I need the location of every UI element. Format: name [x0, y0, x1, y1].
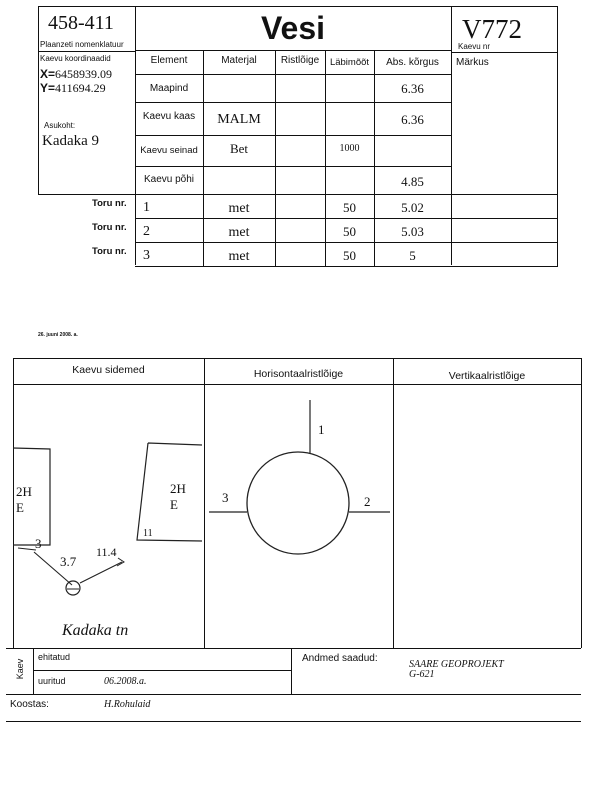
- date-stamp: 26. juuni 2008. a.: [38, 332, 78, 338]
- pipe-diameter-2: 50: [343, 224, 356, 239]
- pipe-diameter-3: 50: [343, 248, 356, 263]
- data-source-label: Andmed saadud:: [302, 653, 378, 664]
- row-label-walls: Kaevu seinad: [140, 145, 198, 156]
- row-material-walls: Bet: [229, 141, 249, 156]
- col-header-elevation: Abs. kõrgus: [386, 57, 439, 68]
- panel-title-horizontal: Horisontaalristlõige: [253, 368, 344, 380]
- pipe-no-1: 1: [143, 200, 150, 215]
- street-label: Kadaka tn: [62, 622, 129, 639]
- pipe-elevation-2: 5.03: [401, 224, 424, 239]
- dimension-c: 11.4: [96, 545, 117, 559]
- panel-title-connections: Kaevu sidemed: [72, 364, 145, 376]
- well-side-label: Kaev: [15, 658, 25, 680]
- col-header-diameter: Läbimõõt: [329, 57, 370, 68]
- coord-y-value: 411694.29: [55, 81, 106, 95]
- document-title: Vesi: [260, 10, 326, 46]
- pipe-elevation-3: 5: [409, 248, 416, 263]
- dimension-b: 3.7: [60, 554, 77, 569]
- author-value: H.Rohulaid: [104, 699, 151, 710]
- coords-label: Kaevu koordinaadid: [40, 54, 111, 63]
- sheet-number-label: Plaanzeti nomenklatuur: [40, 40, 124, 49]
- panel-title-vertical: Vertikaalristlõige: [448, 370, 526, 382]
- row-elevation-lid: 6.36: [401, 112, 424, 127]
- pipe-label-1: Toru nr.: [92, 198, 127, 209]
- well-number-label: Kaevu nr: [458, 42, 491, 51]
- col-header-element: Element: [150, 55, 188, 66]
- data-source-code: G-621: [409, 669, 435, 680]
- building-right-label: 2H E: [170, 481, 186, 512]
- dimension-d: 11: [143, 528, 153, 539]
- pipe-material-3: met: [228, 249, 250, 264]
- col-header-notes: Märkus: [456, 57, 489, 68]
- built-label: ehitatud: [38, 652, 71, 662]
- col-header-section: Ristlõige: [280, 55, 320, 66]
- pipe-elevation-1: 5.02: [401, 200, 424, 215]
- data-source-value: SAARE GEOPROJEKT: [409, 659, 504, 670]
- surveyed-value: 06.2008.a.: [104, 676, 147, 687]
- coord-x-value: 6458939.09: [55, 67, 113, 81]
- row-label-bottom: Kaevu põhi: [143, 174, 195, 185]
- col-header-material: Materjal: [221, 55, 257, 66]
- pipe-material-1: met: [228, 201, 250, 216]
- dimension-a: 3: [35, 536, 42, 551]
- pipe-3-label: 3: [222, 490, 229, 505]
- row-diameter-walls: 1000: [339, 143, 360, 154]
- pipe-label-2: Toru nr.: [92, 222, 127, 233]
- pipe-material-2: met: [228, 225, 250, 240]
- sheet-number: 458-411: [48, 12, 114, 34]
- address-value: Kadaka 9: [42, 133, 100, 149]
- pipe-no-2: 2: [143, 224, 150, 239]
- coord-x-label: X=: [40, 67, 56, 81]
- row-label-lid: Kaevu kaas: [142, 111, 196, 122]
- pipe-no-3: 3: [143, 248, 150, 263]
- coord-y-label: Y=: [40, 81, 56, 95]
- surveyed-label: uuritud: [38, 676, 66, 686]
- pipe-diameter-1: 50: [343, 200, 356, 215]
- row-elevation-ground: 6.36: [401, 81, 424, 96]
- row-material-lid: MALM: [217, 112, 261, 127]
- address-label: Asukoht:: [44, 121, 76, 130]
- pipe-2-label: 2: [364, 494, 371, 509]
- building-left-label: 2H E: [16, 484, 32, 515]
- row-elevation-bottom: 4.85: [401, 174, 424, 189]
- well-number: V772: [462, 14, 522, 44]
- pipe-1-label: 1: [318, 422, 325, 437]
- pipe-label-3: Toru nr.: [92, 246, 127, 257]
- row-label-ground: Maapind: [149, 83, 189, 94]
- author-label: Koostas:: [10, 699, 49, 710]
